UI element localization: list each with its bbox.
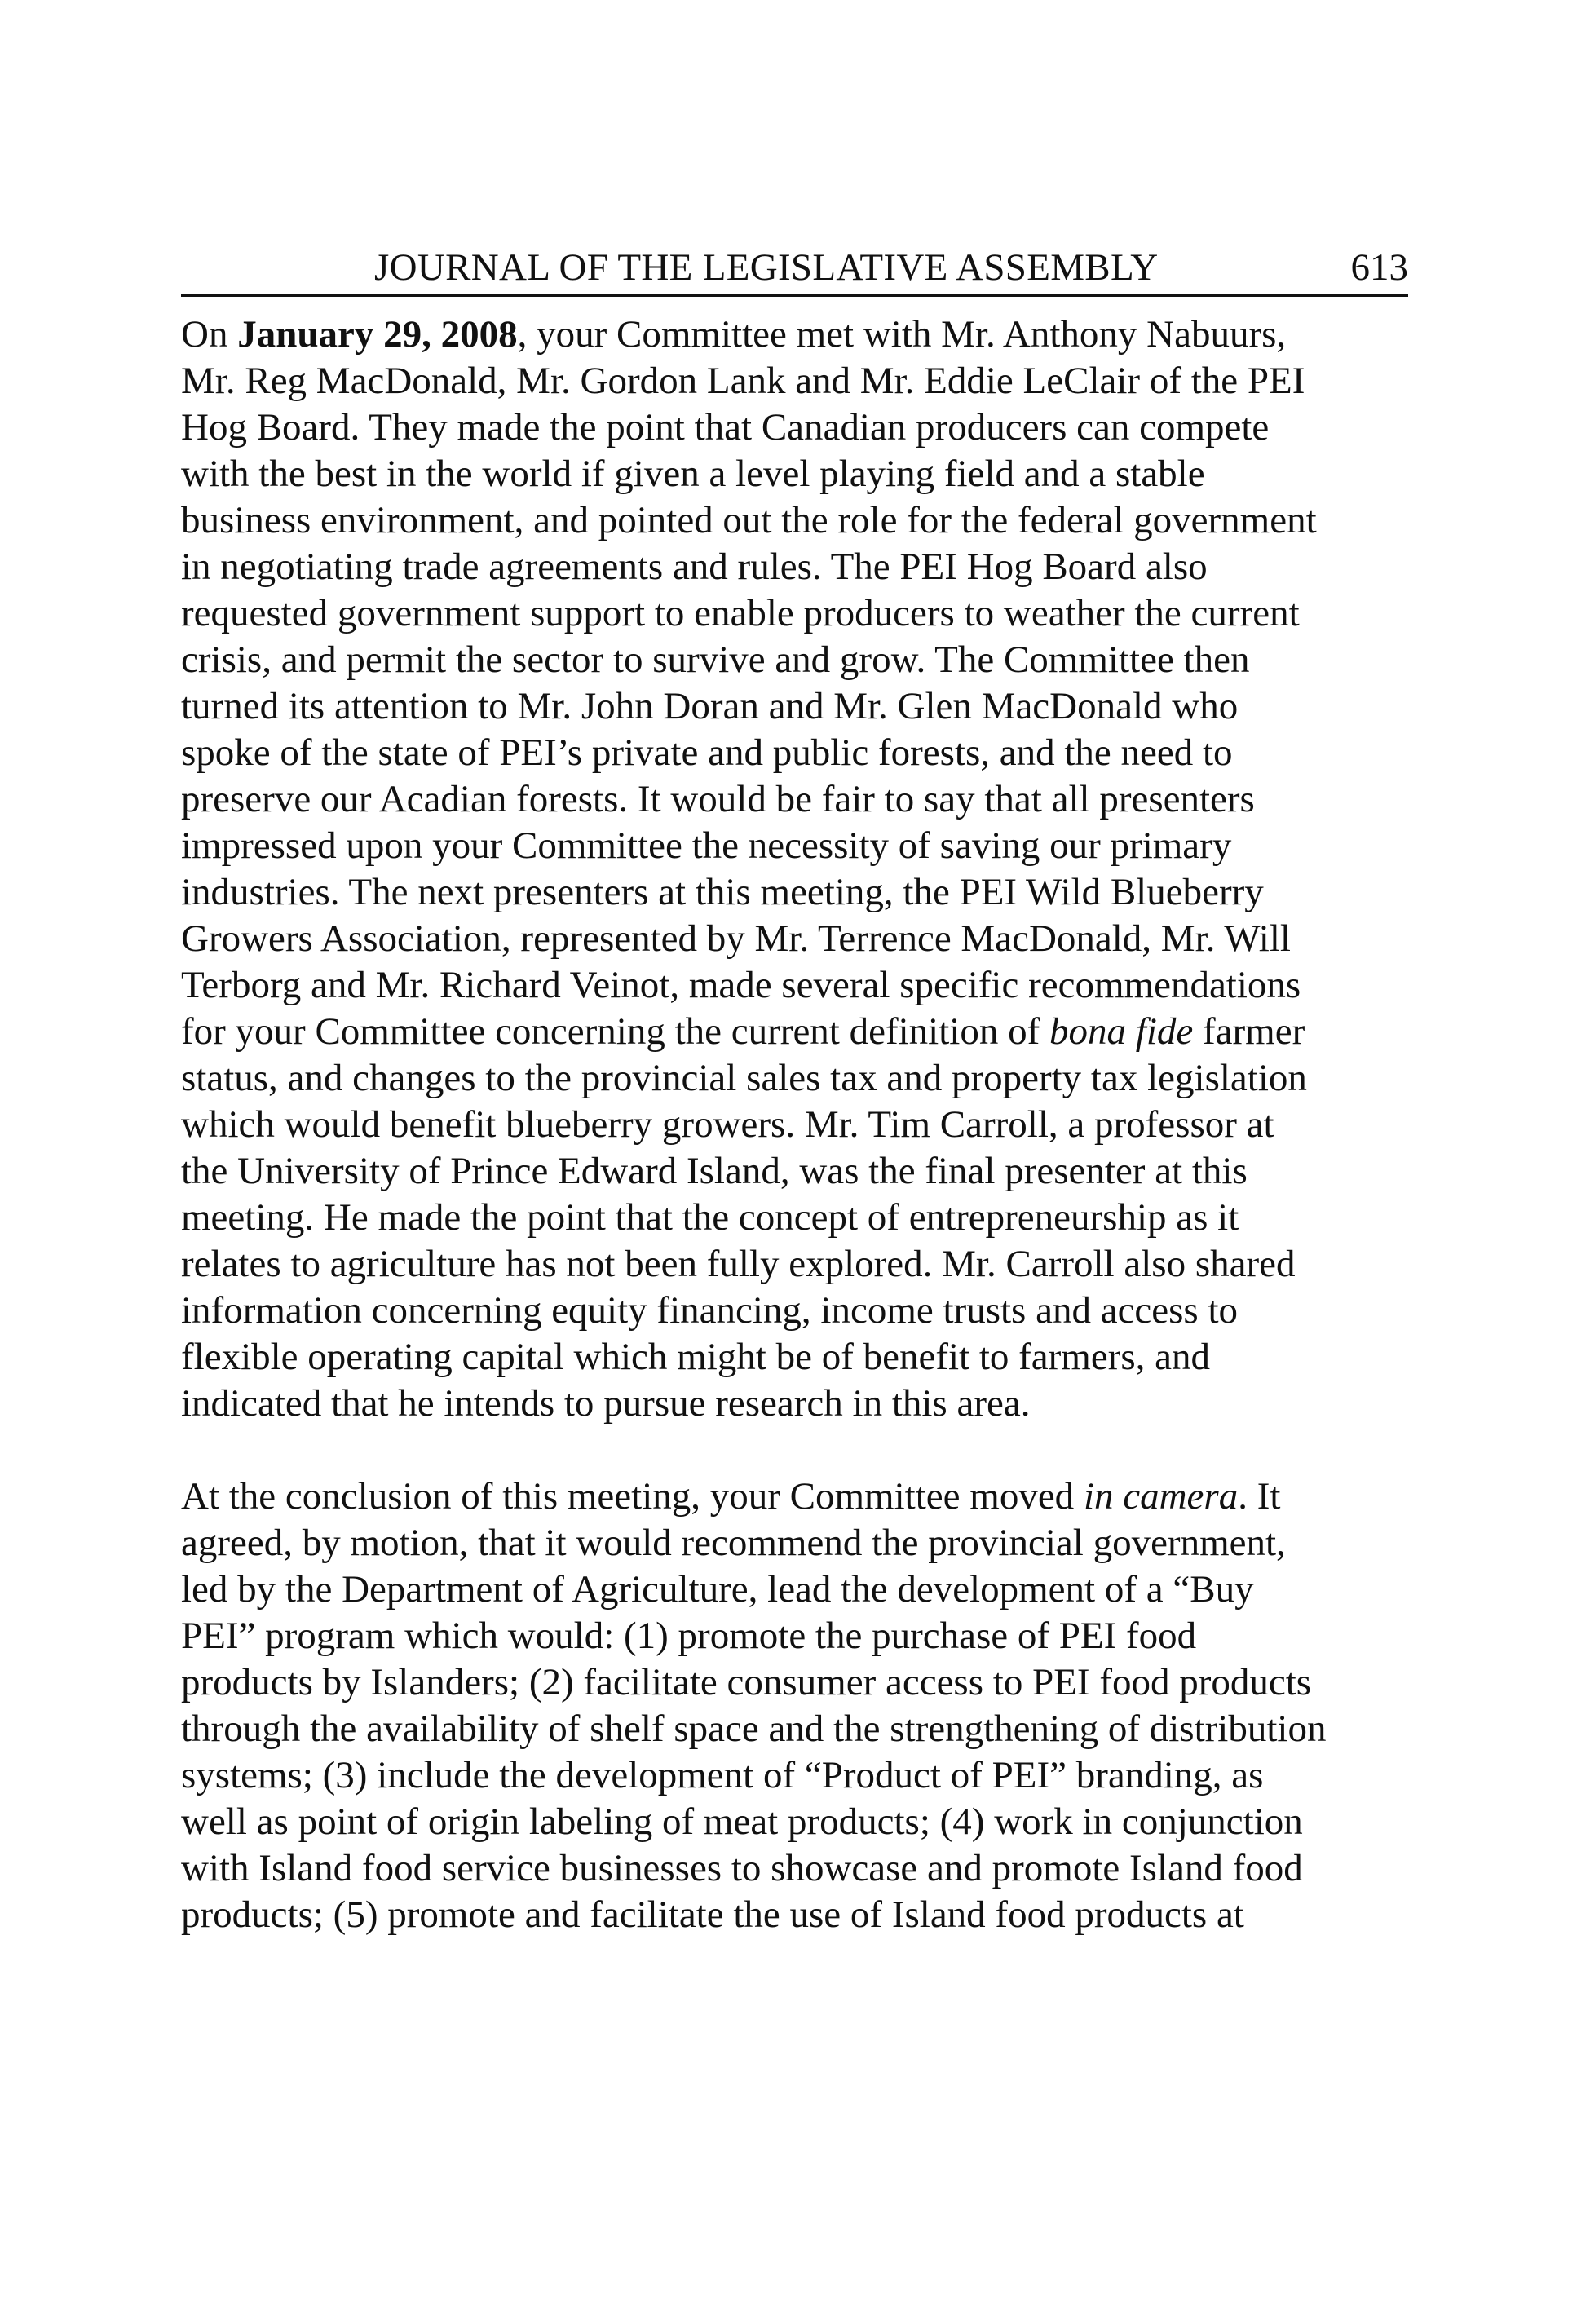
text-line: led by the Department of Agriculture, lead the development of a “Buy bbox=[181, 1568, 1254, 1610]
page-number: 613 bbox=[1350, 246, 1408, 289]
text-line: agreed, by motion, that it would recommend the provincial government, bbox=[181, 1522, 1286, 1564]
text-run: for your Committee concerning the current definition of bbox=[181, 1010, 1050, 1053]
text-line: PEI” program which would: (1) promote the purchase of PEI food bbox=[181, 1615, 1197, 1657]
text-run: . It bbox=[1238, 1475, 1281, 1518]
paragraph-recommendation bbox=[181, 1473, 1408, 1938]
text-line: crisis, and permit the sector to survive and grow. The Committee then bbox=[181, 638, 1250, 681]
text-line: Terborg and Mr. Richard Veinot, made several specific recommendations bbox=[181, 964, 1301, 1006]
text-line: Hog Board. They made the point that Canadian producers can compete bbox=[181, 406, 1270, 448]
italic-term: in camera bbox=[1083, 1475, 1239, 1518]
text-line: impressed upon your Committee the necessity of saving our primary bbox=[181, 824, 1232, 867]
text-line: which would benefit blueberry growers. Mr. Tim Carroll, a professor at bbox=[181, 1103, 1274, 1146]
body-text bbox=[181, 311, 1408, 1938]
journal-title: JOURNAL OF THE LEGISLATIVE ASSEMBLY bbox=[374, 246, 1159, 289]
text-line: indicated that he intends to pursue research in this area. bbox=[181, 1382, 1031, 1425]
text-run: , your Committee met with Mr. Anthony Nabuurs, bbox=[517, 313, 1287, 356]
running-header bbox=[181, 241, 1408, 297]
text-line: status, and changes to the provincial sales tax and property tax legislation bbox=[181, 1057, 1307, 1099]
text-line: flexible operating capital which might be of benefit to farmers, and bbox=[181, 1336, 1211, 1378]
text-line: requested government support to enable producers to weather the current bbox=[181, 592, 1300, 634]
text-line bbox=[181, 1009, 1408, 1055]
text-line: industries. The next presenters at this meeting, the PEI Wild Blueberry bbox=[181, 871, 1264, 913]
text-line: relates to agriculture has not been fully explored. Mr. Carroll also shared bbox=[181, 1243, 1296, 1285]
text-line: Mr. Reg MacDonald, Mr. Gordon Lank and Mr. Eddie LeClair of the PEI bbox=[181, 360, 1305, 402]
text-line: products; (5) promote and facilitate the use of Island food products at bbox=[181, 1893, 1244, 1936]
text-line: Growers Association, represented by Mr. Terrence MacDonald, Mr. Will bbox=[181, 917, 1291, 960]
text-line: products by Islanders; (2) facilitate consumer access to PEI food products bbox=[181, 1661, 1312, 1703]
text-line: preserve our Acadian forests. It would be fair to say that all presenters bbox=[181, 778, 1255, 820]
text-line: spoke of the state of PEI’s private and public forests, and the need to bbox=[181, 731, 1233, 774]
text-line: meeting. He made the point that the concept of entrepreneurship as it bbox=[181, 1196, 1239, 1239]
text-line: well as point of origin labeling of meat products; (4) work in conjunction bbox=[181, 1800, 1303, 1843]
text-line: with Island food service businesses to showcase and promote Island food bbox=[181, 1847, 1303, 1889]
text-run: On bbox=[181, 313, 238, 356]
text-line: systems; (3) include the development of “Product of PEI” branding, as bbox=[181, 1754, 1264, 1796]
text-line: in negotiating trade agreements and rules. The PEI Hog Board also bbox=[181, 546, 1208, 588]
text-line: with the best in the world if given a level playing field and a stable bbox=[181, 453, 1205, 495]
text-line: business environment, and pointed out the role for the federal government bbox=[181, 499, 1317, 541]
document-page bbox=[181, 241, 1408, 1938]
text-line bbox=[181, 1473, 1408, 1520]
text-run: At the conclusion of this meeting, your Committee moved bbox=[181, 1475, 1084, 1518]
text-line: through the availability of shelf space and the strengthening of distribution bbox=[181, 1708, 1327, 1750]
meeting-date: January 29, 2008 bbox=[237, 313, 518, 356]
paragraph-hearing-summary bbox=[181, 311, 1408, 1427]
text-line: information concerning equity financing, income trusts and access to bbox=[181, 1289, 1239, 1332]
text-line: the University of Prince Edward Island, was the final presenter at this bbox=[181, 1150, 1248, 1192]
italic-term: bona fide bbox=[1049, 1010, 1194, 1053]
text-line bbox=[181, 311, 1408, 358]
text-line: turned its attention to Mr. John Doran and Mr. Glen MacDonald who bbox=[181, 685, 1239, 727]
text-run: farmer bbox=[1193, 1010, 1305, 1053]
